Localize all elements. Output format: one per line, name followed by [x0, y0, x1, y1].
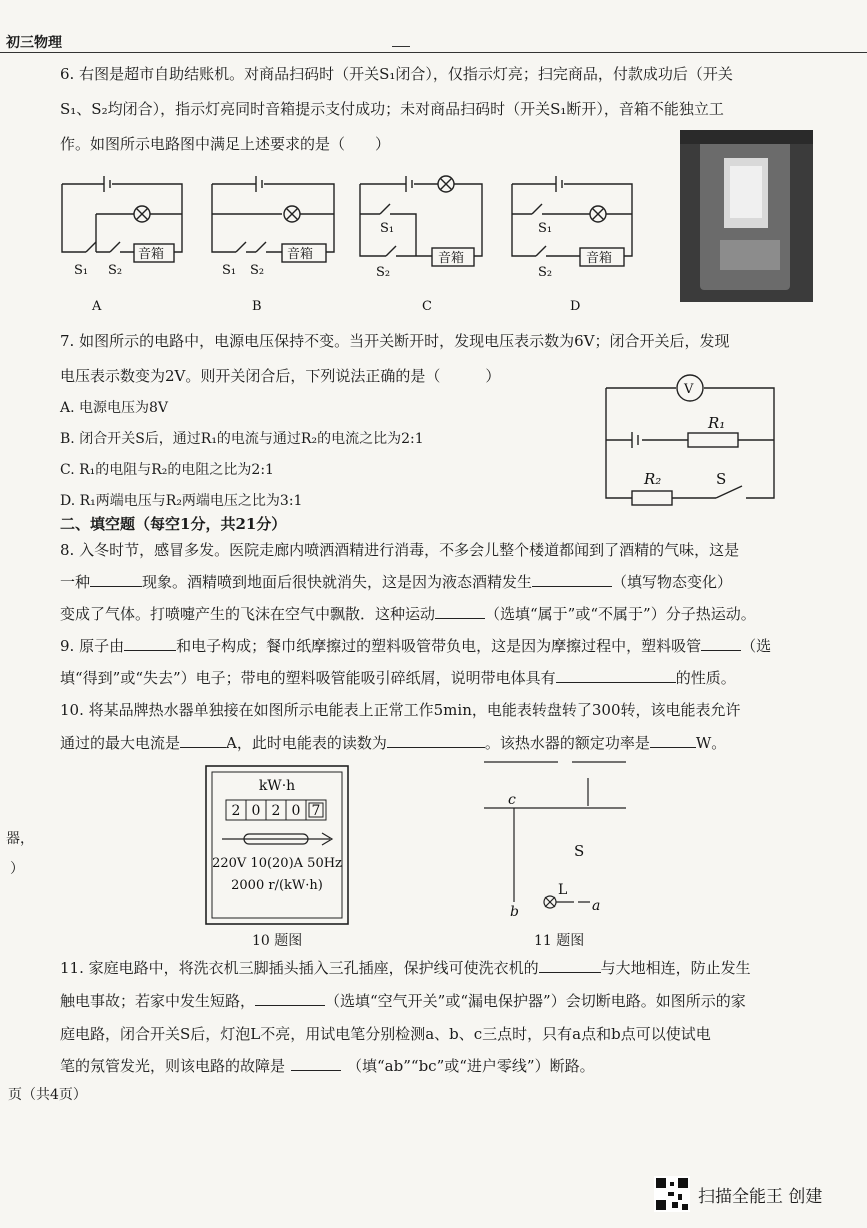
q11-line1	[60, 958, 751, 978]
point-c-label: c	[508, 792, 516, 808]
q11-blank-3[interactable]	[291, 1056, 341, 1071]
q9-line1-part3: （选	[741, 637, 772, 655]
voltmeter-label: V	[684, 382, 694, 397]
speaker-label-a: 音箱	[138, 247, 165, 262]
meter-digit-2: 0	[251, 803, 261, 819]
q8-blank-1[interactable]	[90, 572, 142, 587]
header-mark	[392, 46, 410, 47]
switch-s-label: S	[716, 470, 727, 488]
household-circuit-figure	[478, 756, 638, 920]
fig10-caption: 10 题图	[252, 933, 303, 949]
margin-fragment-1: 器，	[6, 831, 34, 847]
r1-label: R₁	[708, 414, 726, 432]
q6-line3: 作。如图所示电路图中满足上述要求的是（ ）	[60, 135, 391, 153]
q11-line4	[60, 1056, 595, 1076]
q8-line3	[60, 604, 756, 624]
speaker-label-c: 音箱	[438, 251, 465, 266]
q11-line2-part2: （选填“空气开关”或“漏电保护器”）会切断电路。如图所示的家	[325, 992, 746, 1010]
q11-line4-part1: 笔的氖管发光，则该电路的故障是	[60, 1057, 286, 1075]
r2-label: R₂	[644, 470, 662, 488]
q11-line1-part2: 与大地相连，防止发生	[600, 959, 751, 977]
q8-line3-part2: （选填“属于”或“不属于”）分子热运动。	[485, 605, 756, 623]
q8-line3-part1: 变成了气体。打喷嚏产生的飞沫在空气中飘散．这种运动	[60, 605, 436, 623]
q9-line1-part2: 和电子构成；餐巾纸摩擦过的塑料吸管带负电，这是因为摩擦过程中，塑料吸管	[176, 637, 702, 655]
meter-rating: 220V 10(20)A 50Hz	[212, 856, 342, 871]
q9-blank-1[interactable]	[124, 636, 176, 651]
point-a-label: a	[592, 898, 601, 914]
meter-digit-1: 2	[231, 803, 241, 819]
s1-label-b: S₁	[222, 263, 237, 278]
q8-blank-2[interactable]	[532, 572, 612, 587]
q9-blank-2[interactable]	[701, 636, 741, 651]
q7-line2: 电压表示数变为2V。则开关闭合后，下列说法正确的是（ ）	[60, 367, 501, 385]
q10-blank-3[interactable]	[650, 733, 696, 748]
checkout-machine-photo	[680, 130, 813, 302]
header-rule	[0, 52, 867, 53]
q7-line1: 7. 如图所示的电路中，电源电压保持不变。当开关断开时，发现电压表示数为6V；闭合开关后，发现	[60, 332, 730, 350]
lamp-l-label: L	[558, 882, 568, 898]
qr-code-icon	[654, 1176, 690, 1212]
meter-arrow	[222, 833, 332, 845]
q10-line2-part4: W。	[695, 734, 727, 752]
q11-line4-part2: （填“ab”“bc”或“进户零线”）断路。	[347, 1057, 595, 1075]
s2-label-c: S₂	[376, 265, 391, 280]
option-a-label: A	[92, 299, 102, 310]
option-d-label: D	[570, 299, 581, 310]
q8-line2-part2: 现象。酒精喷到地面后很快就消失，这是因为液态酒精发生	[142, 573, 533, 591]
q11-blank-2[interactable]	[255, 991, 325, 1006]
q11-line3: 庭电路，闭合开关S后，灯泡L不亮，用试电笔分别检测a、b、c三点时，只有a点和b点可以使试电	[60, 1025, 711, 1043]
q6-circuit-diagrams	[50, 170, 650, 310]
speaker-label-d: 音箱	[586, 251, 613, 266]
q10-blank-1[interactable]	[180, 733, 226, 748]
meter-constant: 2000 r/(kW·h)	[231, 878, 323, 893]
q6-line2: S₁、S₂均闭合），指示灯亮同时音箱提示支付成功；未对商品扫码时（开关S₁断开），音箱不能独立工	[60, 100, 724, 118]
q7-option-c: C. R₁的电阻与R₂的电阻之比为2:1	[60, 462, 274, 478]
section-fill-in-title: 二、填空题（每空1分，共21分）	[60, 515, 287, 533]
q7-option-d: D. R₁两端电压与R₂两端电压之比为3:1	[60, 493, 303, 509]
option-b-label: B	[252, 299, 262, 310]
q7-option-b: B. 闭合开关S后，通过R₁的电流与通过R₂的电流之比为2:1	[60, 431, 424, 447]
s1-label-d: S₁	[538, 221, 553, 236]
meter-digit-3: 2	[271, 803, 281, 819]
q11-line2-part1: 触电事故；若家中发生短路，	[60, 992, 256, 1010]
q8-line2-part1: 一种	[60, 573, 91, 591]
q8-line2-part3: （填写物态变化）	[612, 573, 733, 591]
q11-line1-part1: 11. 家庭电路中，将洗衣机三脚插头插入三孔插座，保护线可使洗衣机的	[60, 959, 539, 977]
q7-option-a: A. 电源电压为8V	[60, 400, 169, 416]
s1-label-a: S₁	[74, 263, 89, 278]
q9-line1-part1: 9. 原子由	[60, 637, 125, 655]
s2-label-b: S₂	[250, 263, 265, 278]
page-footer: 页（共4页）	[8, 1087, 87, 1103]
q10-line2-part2: A，此时电能表的读数为	[226, 734, 387, 752]
fig11-caption: 11 题图	[534, 933, 585, 949]
speaker-label-b: 音箱	[287, 247, 314, 262]
q9-line2	[60, 668, 736, 688]
q10-line2	[60, 733, 726, 753]
q10-blank-2[interactable]	[387, 733, 485, 748]
q8-blank-3[interactable]	[435, 604, 485, 619]
q10-line2-part3: 。该热水器的额定功率是	[484, 734, 650, 752]
energy-meter-figure	[204, 764, 350, 926]
q11-blank-1[interactable]	[539, 958, 601, 973]
meter-unit: kW·h	[258, 778, 296, 794]
scanner-watermark: 扫描全能王 创建	[698, 1187, 823, 1207]
s1-label-c: S₁	[380, 221, 395, 236]
margin-fragment-2: ）	[10, 861, 24, 877]
q9-line2-part2: 的性质。	[675, 669, 736, 687]
subject-header: 初三物理	[6, 35, 62, 51]
meter-digit-4: 0	[291, 803, 301, 819]
point-b-label: b	[510, 904, 519, 920]
q7-circuit	[598, 374, 788, 506]
switch-s-label-fig11: S	[574, 842, 585, 860]
option-c-label: C	[422, 299, 432, 310]
s2-label-d: S₂	[538, 265, 553, 280]
q9-blank-3[interactable]	[556, 668, 676, 683]
q9-line2-part1: 填“得到”或“失去”）电子；带电的塑料吸管能吸引碎纸屑，说明带电体具有	[60, 669, 556, 687]
q11-line2	[60, 991, 746, 1011]
meter-digit-5: 7	[311, 803, 321, 819]
q10-line2-part1: 通过的最大电流是	[60, 734, 181, 752]
q6-line1: 6. 右图是超市自助结账机。对商品扫码时（开关S₁闭合），仅指示灯亮；扫完商品，付款成功后（开关	[60, 65, 733, 83]
s2-label-a: S₂	[108, 263, 123, 278]
q9-line1	[60, 636, 771, 656]
q8-line2	[60, 572, 732, 592]
q8-line1: 8. 入冬时节，感冒多发。医院走廊内喷洒酒精进行消毒，不多会儿整个楼道都闻到了酒精的气味，这是	[60, 541, 740, 559]
q10-line1: 10. 将某品牌热水器单独接在如图所示电能表上正常工作5min，电能表转盘转了300转，该电能表允许	[60, 701, 741, 719]
